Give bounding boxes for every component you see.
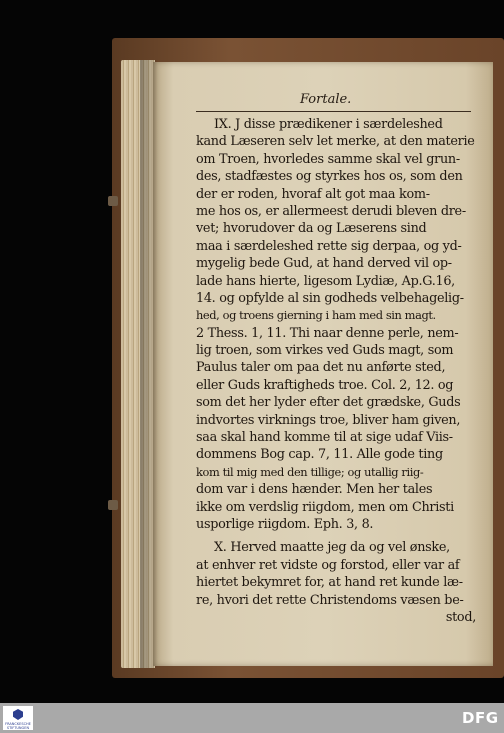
text-line: hed, og troens gierning i ham med sin magt. xyxy=(196,308,436,323)
text-line: dommens Bog cap. 7, 11. Alle gode ting xyxy=(196,447,443,463)
binding-clasp xyxy=(108,500,118,510)
text-line: kand Læseren selv let merke, at den materie xyxy=(196,134,475,150)
footer-bar xyxy=(0,703,504,733)
text-line: indvortes virknings troe, bliver ham given, xyxy=(196,412,461,428)
page-header: Fortale. xyxy=(300,92,352,107)
crest-icon xyxy=(13,709,23,720)
spine-shadow xyxy=(140,60,158,668)
text-line: usporlige riigdom. Eph. 3, 8. xyxy=(196,516,374,532)
text-line: vet; hvorudover da og Læserens sind xyxy=(196,221,427,237)
text-line: X. Herved maatte jeg da og vel ønske, xyxy=(214,540,450,556)
text-line: kom til mig med den tillige; og utallig riig- xyxy=(196,464,424,479)
text-line: re, hvori det rette Christendoms væsen be- xyxy=(196,592,464,608)
text-line: IX. J disse prædikener i særdeleshed xyxy=(214,117,443,132)
text-line: lade hans hierte, ligesom Lydiæ, Ap.G.16, xyxy=(196,273,455,289)
text-line: maa i særdeleshed rette sig derpaa, og yd- xyxy=(196,238,462,254)
text-line: mygelig bede Gud, at hand derved vil op- xyxy=(196,256,452,272)
text-line: at enhver ret vidste og forstod, eller var af xyxy=(196,557,460,573)
text-line: stod, xyxy=(445,609,476,625)
text-line: ikke om verdslig riigdom, men om Christi xyxy=(196,499,454,515)
institution-logo[interactable] xyxy=(3,706,33,730)
text-line: Paulus taler om paa det nu anførte sted, xyxy=(196,360,446,376)
text-line: 2 Thess. 1, 11. Thi naar denne perle, nem- xyxy=(196,325,459,341)
text-line: hiertet bekymret for, at hand ret kunde læ- xyxy=(196,575,463,591)
text-line: dom var i dens hænder. Men her tales xyxy=(196,482,433,498)
text-line: om Troen, hvorledes samme skal vel grun- xyxy=(196,151,460,167)
text-line: 14. og opfylde al sin godheds velbehagelig- xyxy=(196,290,464,306)
text-line: lig troen, som virkes ved Guds magt, som xyxy=(196,343,454,359)
binding-clasp xyxy=(108,196,118,206)
text-line: som det her lyder efter det grædske, Guds xyxy=(196,395,461,411)
page-text xyxy=(196,116,476,626)
text-line: eller Guds kraftigheds troe. Col. 2, 12. og xyxy=(196,377,454,393)
text-line: der er roden, hvoraf alt got maa kom- xyxy=(196,186,430,202)
header-rule xyxy=(196,111,471,112)
dfg-logo[interactable]: DFG xyxy=(462,709,499,727)
logo-text: FRANCKESCHE STIFTUNGEN xyxy=(5,722,31,730)
text-line: me hos os, er allermeest derudi bleven dre- xyxy=(196,203,466,219)
text-line: saa skal hand komme til at sige udaf Viis- xyxy=(196,430,453,446)
text-line: des, stadfæstes og styrkes hos os, som den xyxy=(196,169,463,185)
